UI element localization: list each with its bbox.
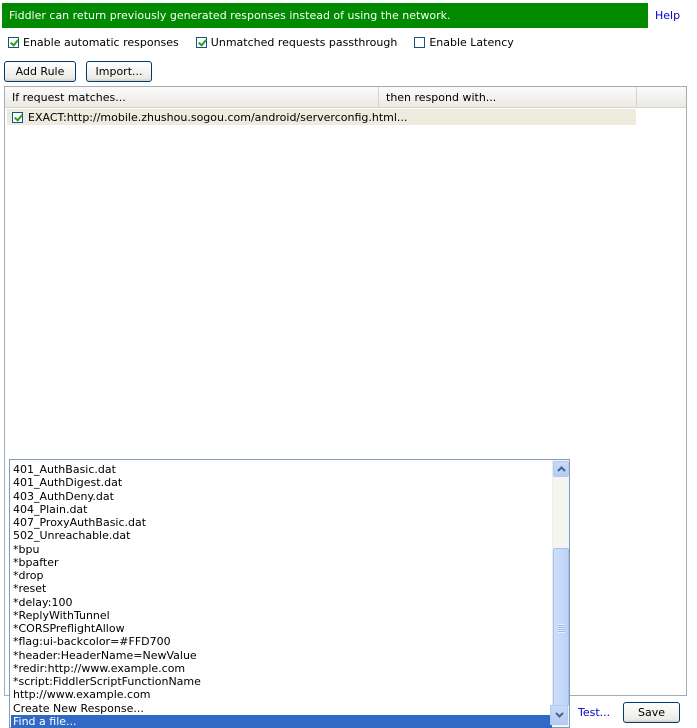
add-rule-button[interactable]: Add Rule [4, 61, 76, 82]
dropdown-option[interactable]: http://www.example.com [13, 688, 151, 702]
rules-list-header [5, 87, 686, 108]
dropdown-option[interactable]: *CORSPreflightAllow [13, 622, 125, 635]
rule-row[interactable] [7, 109, 636, 125]
dropdown-option[interactable]: *bpu [13, 542, 40, 556]
dropdown-option[interactable]: 404_Plain.dat [13, 502, 88, 516]
scroll-up-button[interactable] [553, 461, 569, 477]
import-button[interactable]: Import... [86, 61, 152, 82]
rule-match-text: EXACT:http://mobile.zhushou.sogou.com/android/serverconfig.html... [28, 110, 408, 124]
dropdown-option[interactable]: Find a file... [11, 715, 552, 728]
help-link[interactable]: Help [655, 9, 681, 22]
rule-enabled-checkbox[interactable] [12, 112, 23, 123]
dropdown-option[interactable]: *flag:ui-backcolor=#FFD700 [13, 635, 171, 649]
banner-text: Fiddler can return previously generated responses instead of using the network. [9, 9, 451, 22]
dropdown-option[interactable]: 403_AuthDeny.dat [13, 489, 114, 503]
dropdown-option[interactable]: Create New Response... [13, 701, 144, 715]
dropdown-option[interactable]: 401_AuthBasic.dat [13, 463, 116, 476]
checkbox-checked-icon[interactable] [8, 37, 19, 48]
dropdown-option[interactable]: *delay:100 [13, 595, 73, 609]
column-header-response[interactable]: then respond with... [379, 87, 637, 107]
chevron-down-icon [555, 712, 564, 718]
dropdown-option[interactable]: *ReplyWithTunnel [13, 608, 110, 622]
response-combo-dropdown-button[interactable] [550, 705, 568, 725]
dropdown-scrollbar[interactable] [552, 460, 569, 727]
column-header-match[interactable]: If request matches... [5, 87, 379, 107]
checkbox-checked-icon[interactable] [196, 37, 207, 48]
dropdown-option[interactable]: *redir:http://www.example.com [13, 661, 186, 675]
info-banner [2, 3, 648, 28]
enable-latency-label: Enable Latency [429, 35, 514, 49]
dropdown-option[interactable]: *script:FiddlerScriptFunctionName [13, 675, 201, 688]
unmatched-passthrough-label: Unmatched requests passthrough [210, 35, 398, 49]
enable-automatic-responses-checkbox[interactable] [8, 36, 179, 49]
dropdown-option[interactable]: 407_ProxyAuthBasic.dat [13, 516, 147, 529]
test-link[interactable]: Test... [578, 706, 611, 719]
dropdown-option[interactable]: *drop [13, 569, 44, 582]
options-bar [8, 34, 531, 50]
dropdown-option[interactable]: 401_AuthDigest.dat [13, 476, 123, 490]
dropdown-option[interactable]: *header:HeaderName=NewValue [13, 648, 197, 662]
dropdown-option[interactable]: 502_Unreachable.dat [13, 529, 131, 543]
dropdown-option[interactable]: *reset [13, 582, 47, 596]
chevron-up-icon [557, 466, 566, 472]
enable-latency-checkbox[interactable] [414, 36, 513, 49]
save-button[interactable]: Save [623, 702, 680, 723]
dropdown-option[interactable]: *bpafter [13, 555, 59, 569]
scrollbar-grip-icon [558, 624, 565, 633]
response-dropdown-list[interactable] [9, 459, 570, 728]
unmatched-passthrough-checkbox[interactable] [196, 36, 398, 49]
enable-automatic-responses-label: Enable automatic responses [23, 35, 179, 49]
checkbox-unchecked-icon[interactable] [414, 37, 425, 48]
scrollbar-thumb[interactable] [553, 548, 569, 706]
